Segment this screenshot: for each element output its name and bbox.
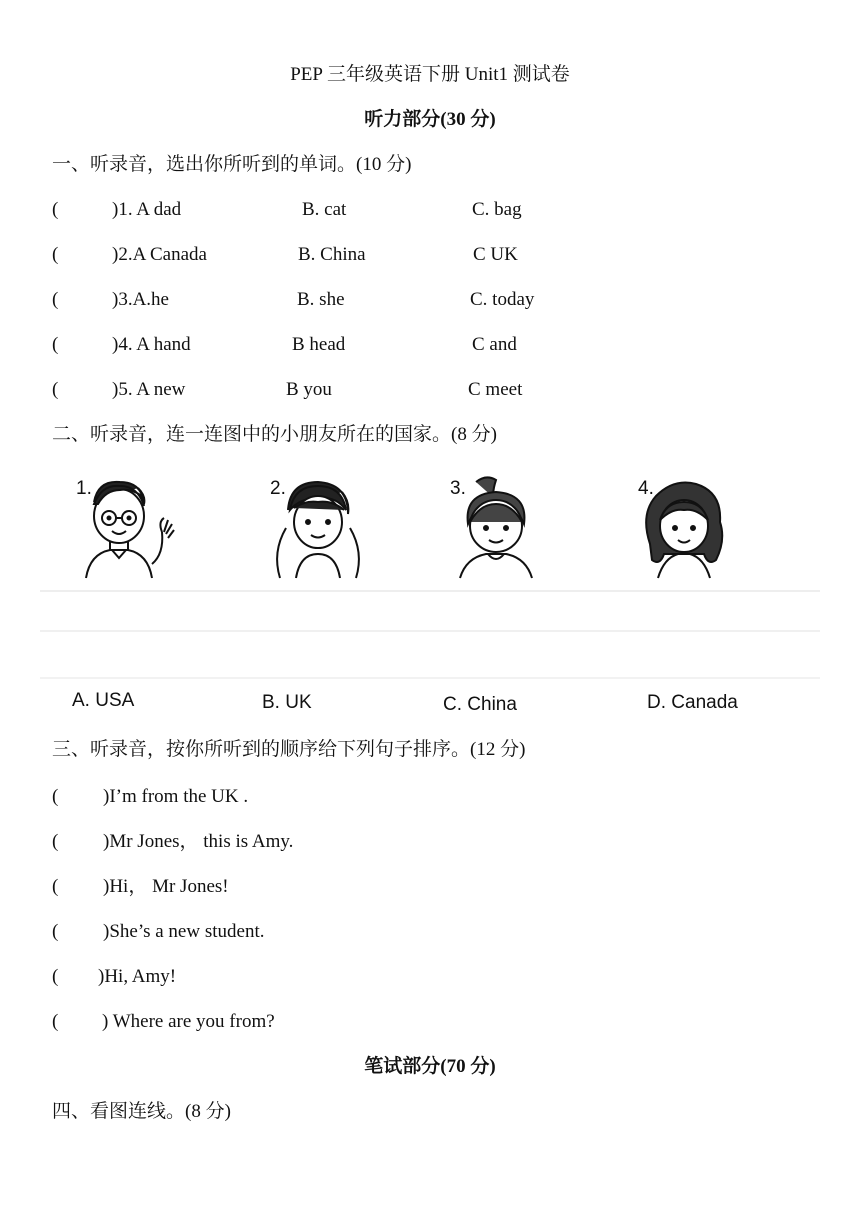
section3-heading: 三、听录音，按你所听到的顺序给下列句子排序。(12 分) [52, 739, 526, 760]
answer-paren[interactable]: ( [52, 1011, 59, 1032]
kid-1[interactable] [72, 474, 182, 582]
sentence: )She’s a new student. [103, 921, 265, 942]
option-c: C meet [468, 379, 523, 400]
sentence: )Mr Jones， this is Amy. [103, 831, 294, 852]
section4-heading: 四、看图连线。(8 分) [52, 1101, 231, 1122]
option-a: )1. A dad [112, 199, 182, 220]
section1-heading: 一、听录音，选出你所听到的单词。(10 分) [52, 154, 412, 175]
country-option[interactable]: A. USA [72, 690, 135, 711]
written-header: 笔试部分(70 分) [364, 1056, 496, 1077]
kid-number: 1. [76, 478, 92, 499]
answer-paren[interactable]: ( [52, 244, 59, 265]
sentence: ) Where are you from? [102, 1011, 275, 1032]
option-c: C UK [473, 244, 518, 265]
kid-3[interactable] [446, 474, 546, 582]
answer-paren[interactable]: ( [52, 831, 59, 852]
country-option[interactable]: C. China [443, 694, 517, 715]
country-option[interactable]: B. UK [262, 692, 312, 713]
answer-paren[interactable]: ( [52, 786, 59, 807]
kid-number: 3. [450, 478, 466, 499]
option-b: B you [286, 379, 332, 400]
kid-4[interactable] [634, 474, 734, 582]
option-b: B head [292, 334, 346, 355]
sentence: )Hi， Mr Jones! [103, 876, 229, 897]
answer-paren[interactable]: ( [52, 289, 59, 310]
kid-number: 4. [638, 478, 654, 499]
answer-paren[interactable]: ( [52, 921, 59, 942]
option-b: B. China [298, 244, 366, 265]
option-a: )4. A hand [112, 334, 191, 355]
page-title: PEP 三年级英语下册 Unit1 测试卷 [290, 64, 570, 85]
sentence: )Hi, Amy! [98, 966, 177, 987]
option-b: B. cat [302, 199, 347, 220]
answer-paren[interactable]: ( [52, 966, 59, 987]
sentence: )I’m from the UK . [103, 786, 249, 807]
option-a: )2.A Canada [112, 244, 207, 265]
option-c: C. today [470, 289, 535, 310]
option-c: C and [472, 334, 517, 355]
answer-paren[interactable]: ( [52, 334, 59, 355]
option-a: )5. A new [112, 379, 186, 400]
listening-header: 听力部分(30 分) [364, 109, 496, 130]
option-a: )3.A.he [112, 289, 169, 310]
country-option[interactable]: D. Canada [647, 692, 738, 713]
answer-paren[interactable]: ( [52, 199, 59, 220]
kid-number: 2. [270, 478, 286, 499]
option-c: C. bag [472, 199, 522, 220]
answer-paren[interactable]: ( [52, 876, 59, 897]
answer-paren[interactable]: ( [52, 379, 59, 400]
option-b: B. she [297, 289, 345, 310]
section2-heading: 二、听录音，连一连图中的小朋友所在的国家。(8 分) [52, 424, 497, 445]
kid-2[interactable] [266, 474, 366, 582]
